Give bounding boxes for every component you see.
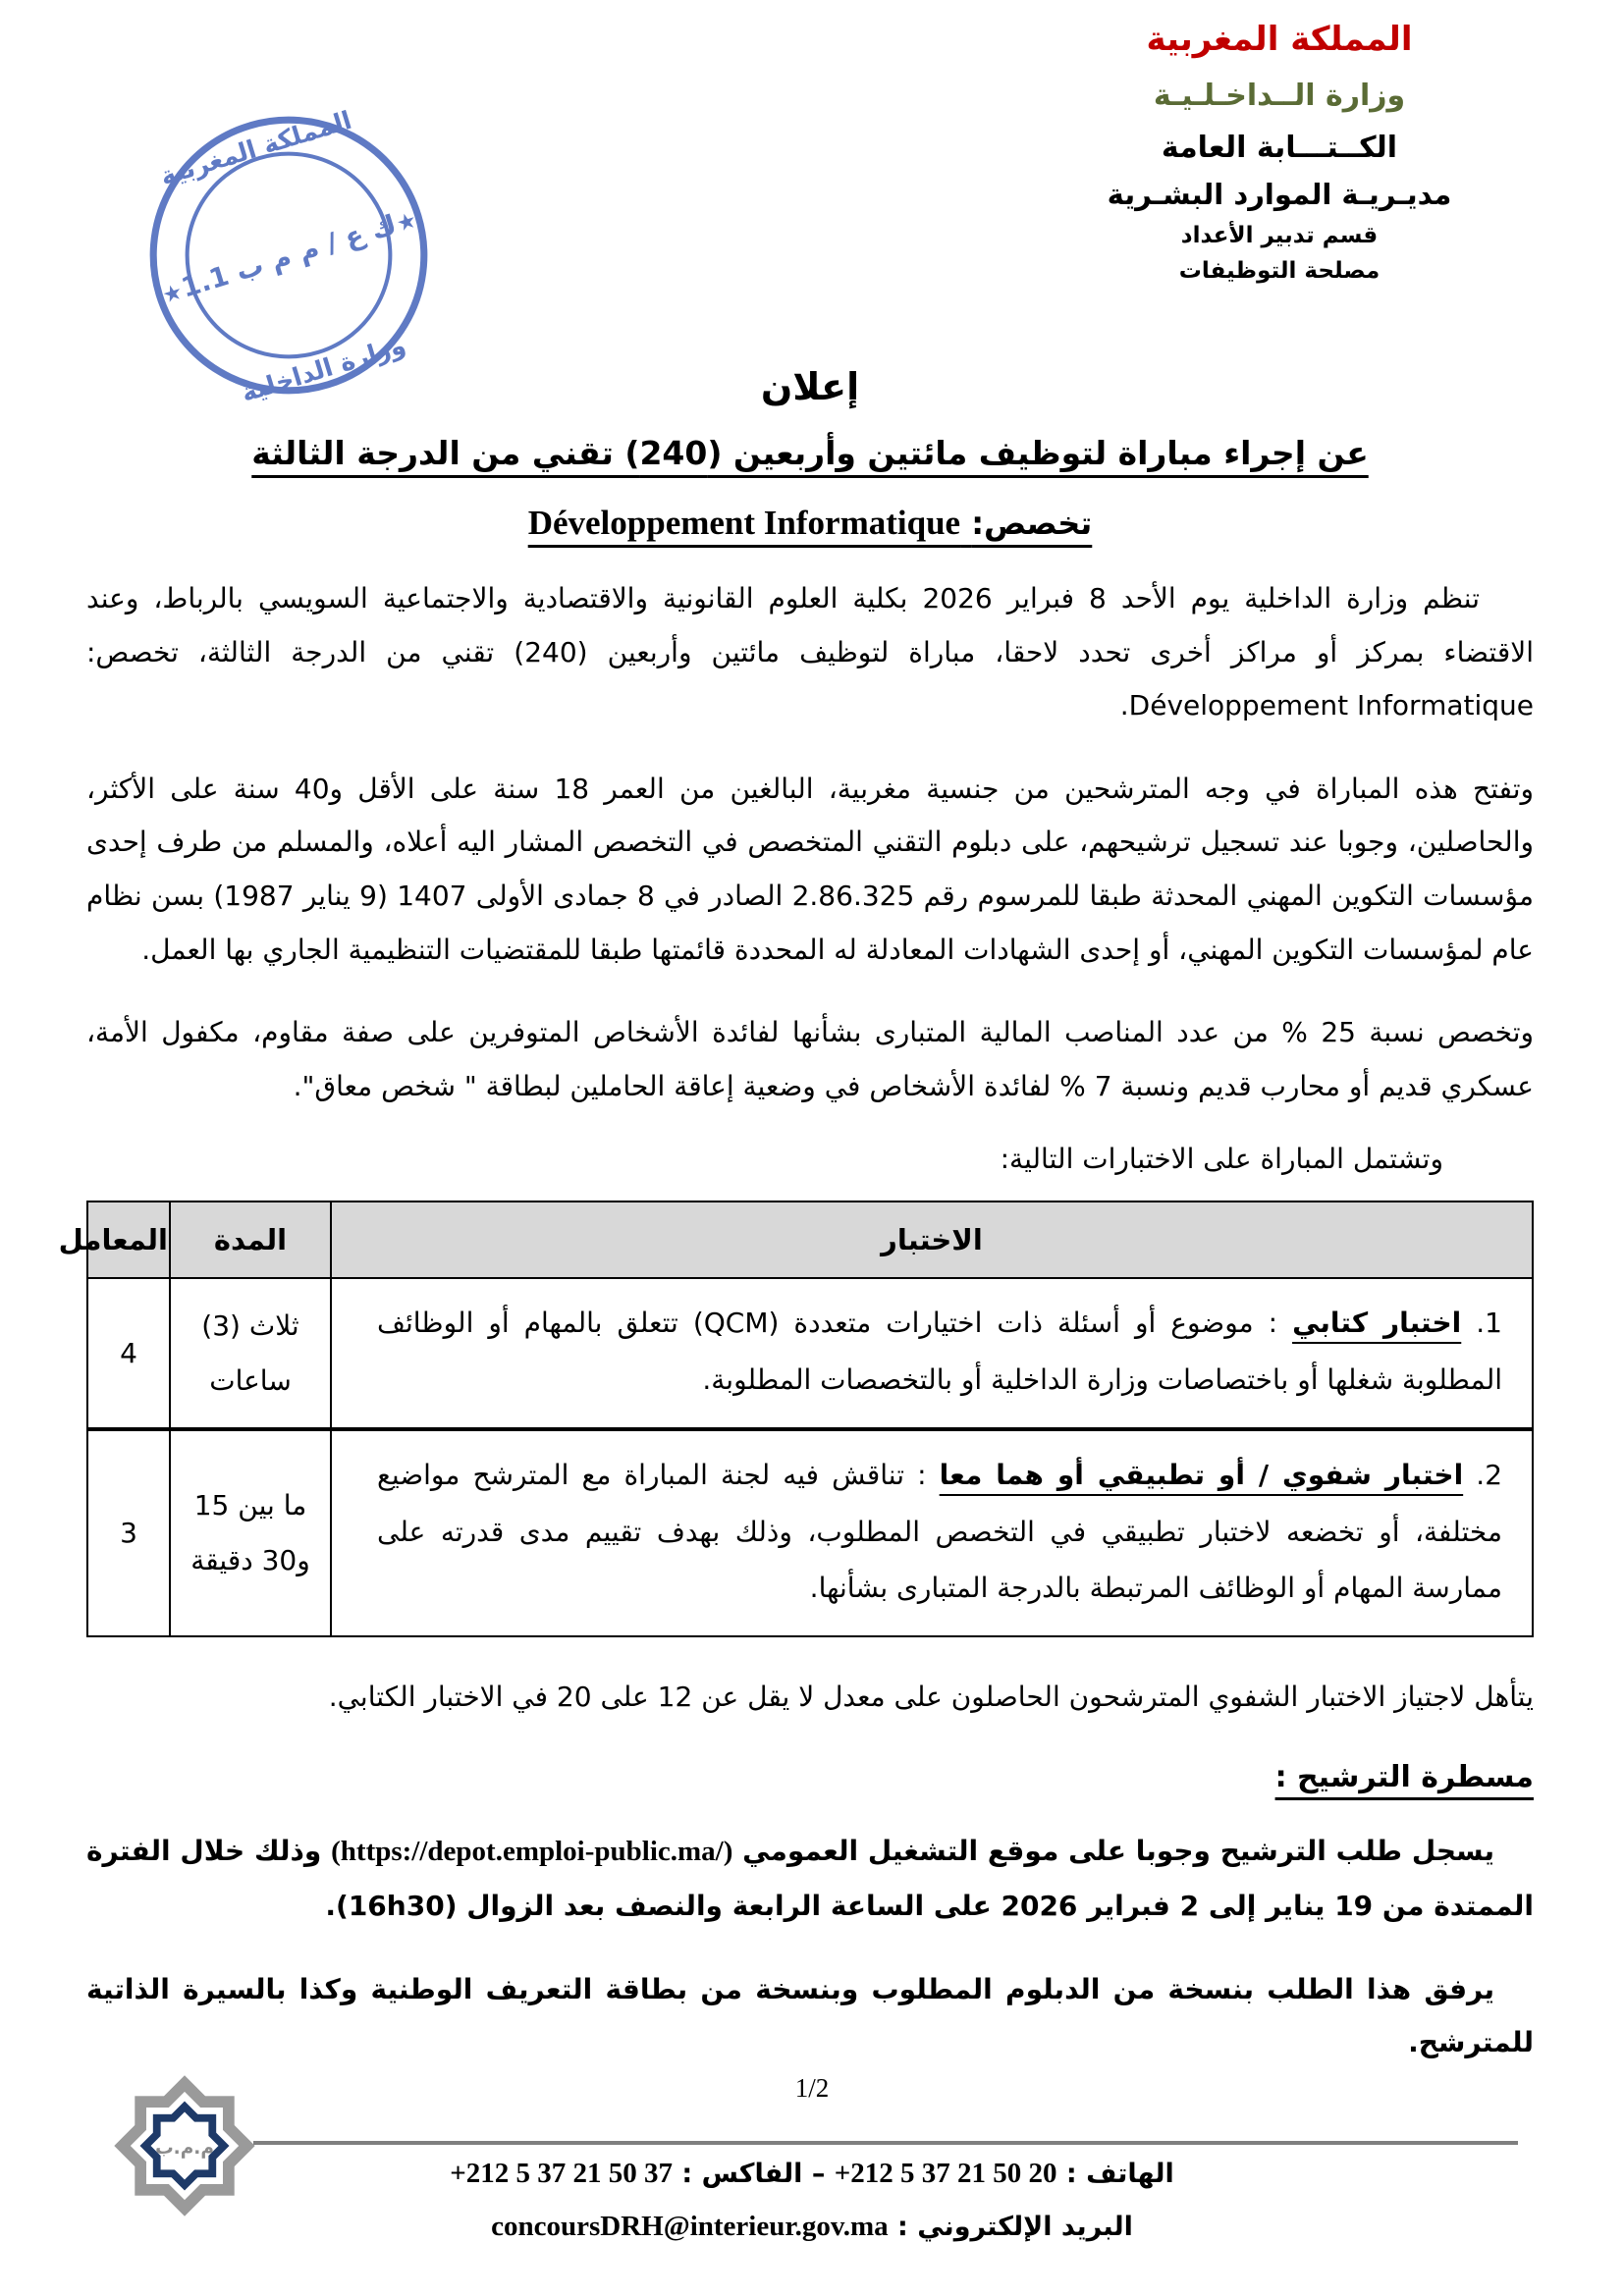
stamp-top-text: المملكة المغربية <box>156 104 355 191</box>
exams-table <box>58 1201 1534 1637</box>
oral-test-cell <box>331 1429 1533 1636</box>
fax-number: +212 5 37 21 50 37 <box>450 2158 673 2189</box>
table-row <box>87 1429 1533 1636</box>
registration-text-after: وذلك خلال الفترة الممتدة من 19 يناير إلى 2 فبراير 2026 على الساعة الرابعة والنصف بعد الزوال (16h30). <box>86 1835 1534 1923</box>
written-test-duration: ثلاث (3) ساعات <box>170 1278 331 1429</box>
specialty-title <box>86 504 1534 543</box>
secretariat-title: الكــتـــابة العامة <box>1161 131 1398 165</box>
drh-logo <box>108 2067 261 2224</box>
attachments-paragraph: يرفق هذا الطلب بنسخة من الدبلوم المطلوب وبنسخة من بطاقة التعريف الوطنية وكذا بالسيرة الذاتية للمترشح. <box>86 1972 1534 2059</box>
quota-paragraph: وتخصص نسبة 25 % من عدد المناصب المالية المتبارى بشأنها لفائدة الأشخاص المتوفرين على صفة مقاوم، مكفول الأمة، عسكري قديم أو محارب قديم ونسبة 7 % لفائدة الأشخاص في وضعية إعاقة الحاملين لبطاقة " شخص معاق". <box>86 1016 1535 1102</box>
column-header-duration: المدة <box>170 1201 331 1278</box>
phone-fax-separator: – <box>811 2159 826 2189</box>
registration-paragraph <box>86 1824 1534 1933</box>
competition-title-text: عن إجراء مباراة لتوظيف مائتين وأربعين (240) تقني من الدرجة الثالثة <box>251 434 1369 472</box>
exams-table-header-row <box>87 1201 1533 1278</box>
document-body <box>58 365 1535 2070</box>
column-header-coefficient: المعامل <box>87 1201 170 1278</box>
kingdom-title: المملكة المغربية <box>1146 20 1413 59</box>
phone-number: +212 5 37 21 50 20 <box>834 2158 1057 2189</box>
announcement-title: إعلان <box>760 365 860 408</box>
phone-fax-line <box>0 2158 1624 2190</box>
page-number: 1/2 <box>794 2073 830 2103</box>
oral-test-title: اختبار شفوي / أو تطبيقي أو هما معا <box>939 1459 1464 1492</box>
procedure-heading-text: مسطرة الترشيح : <box>1274 1760 1534 1795</box>
fax-label: الفاكس : <box>681 2159 803 2189</box>
written-test-cell <box>331 1278 1533 1429</box>
ministry-title: وزارة الــداخـلـيـة <box>1153 79 1406 113</box>
written-test-title: اختبار كتابي <box>1292 1307 1462 1340</box>
written-test-coefficient: 4 <box>87 1278 170 1429</box>
specialty-label: تخصص: <box>971 505 1093 542</box>
column-header-test: الاختبار <box>331 1201 1533 1278</box>
official-stamp <box>139 100 438 410</box>
service-title: مصلحة التوظيفات <box>1178 258 1380 284</box>
stamp-star-right-icon: ★ <box>393 207 420 238</box>
email-line <box>0 2211 1624 2243</box>
written-test-colon: : <box>1253 1307 1293 1340</box>
registration-text-before: يسجل طلب الترشيح وجوبا على موقع التشغيل العمومي <box>742 1835 1495 1868</box>
specialty-title-text <box>528 505 1093 542</box>
stamp-center-text: ك ع / م م ب 1.1 <box>178 209 401 304</box>
division-title: قسم تدبير الأعداد <box>1180 223 1379 248</box>
oral-test-coefficient: 3 <box>87 1429 170 1636</box>
eight-point-star-icon <box>108 2067 261 2224</box>
registration-url: (https://depot.emploi-public.ma/) <box>331 1836 733 1868</box>
competition-title <box>86 434 1534 472</box>
footer-divider <box>253 2141 1518 2145</box>
stamp-bottom-text: وزارة الداخلية <box>238 329 409 408</box>
eligibility-paragraph: وتفتح هذه المباراة في وجه المترشحين من جنسية مغربية، البالغين من العمر 18 سنة على الأقل و40 سنة على الأكثر، والحاصلين، وجوبا عند تسجيل ترشيحهم، على دبلوم التقني المتخصص في التخصص المشار اليه أعلاه، والمسلم من طرف إحدى مؤسسات التكوين المهني المحدثة طبقا للمرسوم رقم 2.86.325 الصادر في 8 جمادى الأولى 1407 (9 يناير 1987) بسن نظام عام لمؤسسات التكوين المهني، أو إحدى الشهادات المعادلة له المحددة قائمتها طبقا للمقتضيات التنظيمية الجاري بها العمل. <box>86 772 1535 966</box>
procedure-heading <box>86 1760 1534 1794</box>
oral-test-number: 2. <box>1476 1459 1503 1492</box>
email-address: concoursDRH@interieur.gov.ma <box>491 2211 889 2242</box>
oral-test-colon: : <box>904 1459 940 1492</box>
oral-test-duration: ما بين 15 و30 دقيقة <box>170 1429 331 1636</box>
intro-paragraph: تنظم وزارة الداخلية يوم الأحد 8 فبراير 2026 بكلية العلوم القانونية والاقتصادية والاجتماعية السويسي بالرباط، وعند الاقتضاء بمركز أو مراكز أخرى تحدد لاحقا، مباراة لتوظيف مائتين وأربعين (240) تقني من الدرجة الثالثة، تخصص: Développement Informatique. <box>86 582 1534 722</box>
written-test-description: موضوع أو أسئلة ذات اختيارات متعددة (QCM) تتعلق بالمهام أو الوظائف المطلوبة شغلها أو باختصاصات وزارة الداخلية أو بالتخصصات المطلوبة. <box>377 1307 1502 1396</box>
qualification-line: يتأهل لاجتياز الاختبار الشفوي المترشحون الحاصلون على معدل لا يقل عن 12 على 20 في الاختبار الكتابي. <box>328 1681 1534 1714</box>
oral-test-description: تناقش فيه لجنة المباراة مع المترشح مواضيع مختلفة، أو تخضعه لاختبار تطبيقي في التخصص المطلوب، وذلك بهدف تقييم مدى قدرته على ممارسة المهام أو الوظائف المرتبطة بالدرجة المتبارى بشأنها. <box>377 1459 1502 1604</box>
phone-label: الهاتف : <box>1065 2159 1174 2189</box>
admin-header <box>1019 20 1540 284</box>
stamp-seal-icon <box>139 100 438 410</box>
stamp-star-left-icon: ★ <box>159 279 187 309</box>
directorate-title: مديـريـة الموارد البشـرية <box>1107 178 1452 211</box>
written-test-number: 1. <box>1476 1307 1502 1340</box>
email-label: البريد الإلكتروني : <box>897 2212 1133 2242</box>
table-row <box>87 1278 1533 1429</box>
tests-intro-line: وتشتمل المباراة على الاختبارات التالية: <box>1000 1143 1443 1176</box>
logo-text: م.م.ب <box>155 2137 214 2159</box>
specialty-value: Développement Informatique <box>527 504 961 542</box>
